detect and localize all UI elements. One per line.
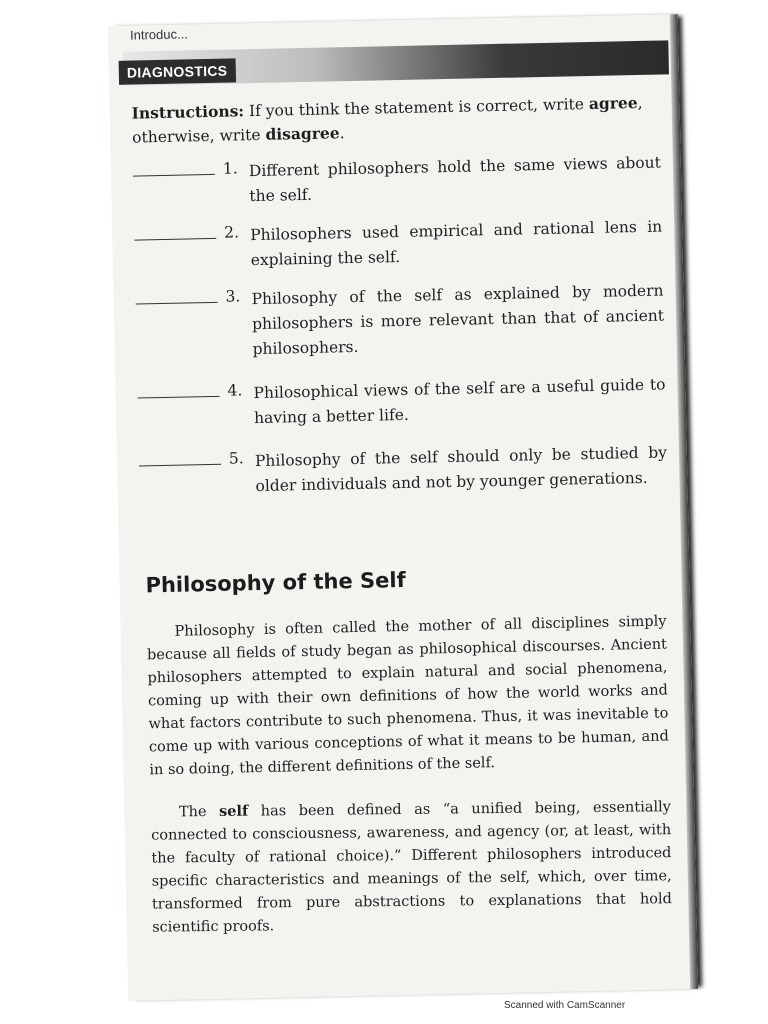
item-number: 3. bbox=[225, 287, 241, 306]
item-number: 5. bbox=[228, 449, 244, 468]
self-term: self bbox=[218, 802, 249, 820]
section-title: Philosophy of the Self bbox=[145, 567, 406, 598]
answer-blank[interactable] bbox=[136, 302, 218, 305]
paragraph-2-rest: has been defined as “a unified being, essentially connected to consciousness, awareness, and agency (or, at least, with the faculty of rational choice).” Different philosophers introduced specific characteristics and meanings of the self, which, over time, transformed from pure abstractions to explanations that hold scientific proofs. bbox=[151, 799, 672, 936]
instructions-text-before: If you think the statement is correct, write bbox=[243, 95, 590, 121]
item-number: 2. bbox=[224, 223, 240, 242]
book-page bbox=[108, 14, 698, 1001]
paragraph-1: Philosophy is often called the mother of all disciplines simply because all fields of study began as philosophical discourses. Ancient philosophers attempted to explain natural and social phenomena, coming up with their own definitions of how the world works and what factors contribute to such phenomena. Thus, it was inevitable to come up with various conceptions of what it means to be human, and in so doing, the different definitions of the self. bbox=[146, 613, 670, 779]
diagnostic-item bbox=[137, 372, 667, 428]
instructions-text-middle: , otherwise, write bbox=[132, 93, 643, 147]
instructions bbox=[131, 90, 662, 149]
diagnostic-item bbox=[134, 214, 664, 270]
diagnostic-item bbox=[133, 150, 663, 206]
diagnostic-items bbox=[133, 150, 668, 496]
paragraph-2-lead: The bbox=[178, 803, 220, 821]
instructions-text-after: . bbox=[339, 124, 345, 143]
item-text: Philosophers used empirical and rational lens in explaining the self. bbox=[250, 217, 663, 270]
diagnostic-item bbox=[135, 278, 665, 359]
answer-blank[interactable] bbox=[139, 464, 221, 467]
answer-blank[interactable] bbox=[133, 174, 215, 177]
diagnostics-label: DIAGNOSTICS bbox=[119, 58, 236, 84]
disagree-word: disagree bbox=[265, 123, 340, 144]
answer-blank[interactable] bbox=[134, 238, 216, 241]
answer-blank[interactable] bbox=[138, 396, 220, 399]
item-text: Philosophy of the self should only be studied by older individuals and not by younger generations. bbox=[254, 443, 668, 496]
paragraph-2 bbox=[151, 795, 672, 939]
item-text: Philosophy of the self as explained by modern philosophers is more relevant than that of ancient philosophers. bbox=[251, 281, 665, 359]
page-edge-shadow bbox=[670, 14, 698, 989]
instructions-label: Instructions: bbox=[131, 101, 245, 123]
agree-word: agree bbox=[588, 92, 638, 114]
running-head: Introduc... bbox=[129, 26, 189, 43]
scanner-watermark: Scanned with CamScanner bbox=[504, 1000, 626, 1011]
diagnostic-item bbox=[139, 440, 669, 496]
item-text: Philosophical views of the self are a useful guide to having a better life. bbox=[253, 375, 666, 428]
item-number: 4. bbox=[227, 381, 243, 400]
item-number: 1. bbox=[222, 159, 238, 178]
item-text: Different philosophers hold the same views about the self. bbox=[248, 153, 662, 206]
